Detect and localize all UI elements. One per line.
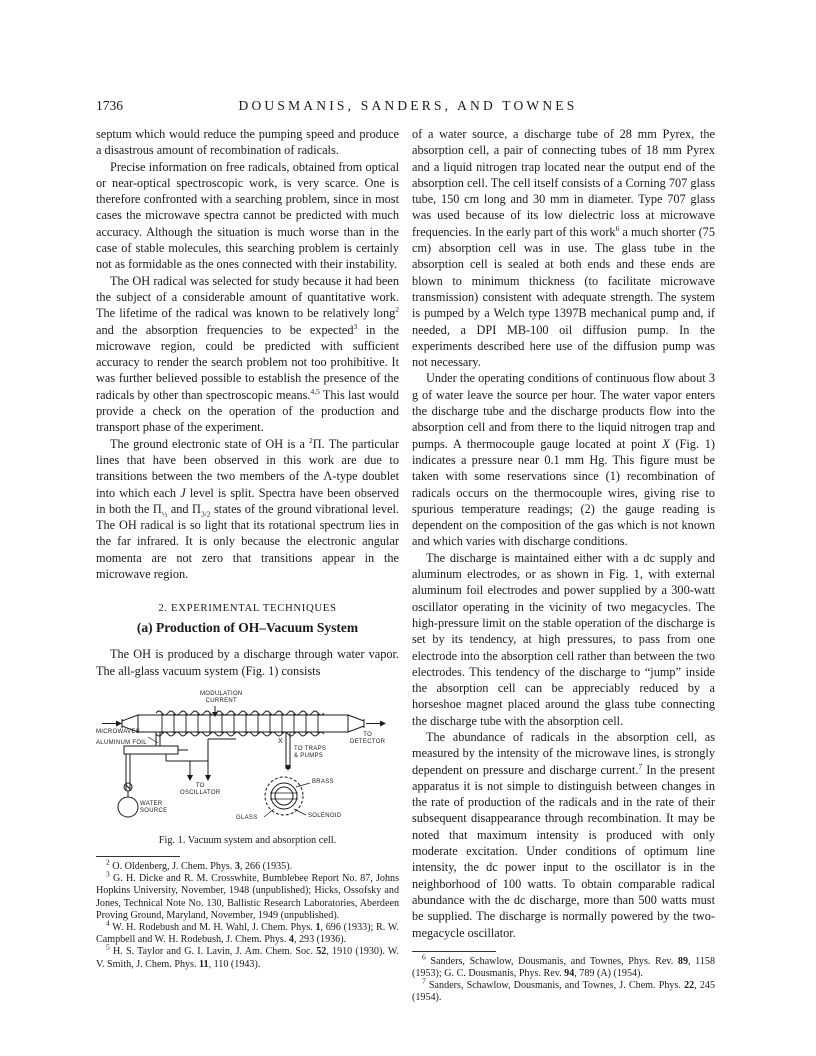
footnote: $^6$ Sanders, Schawlow, Dousmanis, and Townes, Phys. Rev. 89, 1158 (1953); G. C. Dousmanis, Phys. Rev. 94, 789 (A) (1954). <box>412 952 715 980</box>
footnotes-left <box>96 857 399 971</box>
label-modulation-current: MODULATION CURRENT <box>200 690 243 704</box>
paragraph: The discharge is maintained either with a dc supply and aluminum electrodes, or as shown in Fig. 1, with external aluminum foil electrodes and power supplied by a 300-watt oscillator operating in the vicinity of two megacycles. The high-pressure limit on the stable operation of the discharge is set by its tendency, at high pressures, to pass from one electrode into the absorption cell rather than between the two electrodes. This tendency of the discharge to “jump” inside the absorption cell can be appreciably reduced by a horseshoe magnet placed around the glass tube connecting the discharge tube with the absorption cell. <box>412 550 715 728</box>
footnote: $^4$ W. H. Rodebush and M. H. Wahl, J. Chem. Phys. 1, 696 (1933); R. W. Campbell and W. H. Rodebush, J. Chem. Phys. 4, 293 (1936). <box>96 918 399 946</box>
paragraph: The ground electronic state of OH is a $^2$Π. The particular lines that have been observed in this work are due to transitions between the two members of the Λ-type doublet into which each J level is split. Spectra have been observed in both the $\Pi_{\frac{1}{2}}$ and $\Pi_{3/2}$ states of the ground vibrational level. The OH radical is so light that its rotational spectrum lies in the far infrared. It is only because the electronic angular momenta are not zero that transitions appear in the microwave region. <box>96 435 399 582</box>
subsection-title: (a) Production of OH–Vacuum System <box>136 620 359 636</box>
running-head: DOUSMANIS, SANDERS, AND TOWNES <box>238 98 578 113</box>
label-solenoid: SOLENOID <box>308 812 342 819</box>
paragraph: The OH radical was selected for study because it had been the subject of a considerable amount of quantitative work. The lifetime of the radical was known to be relatively long$^2$ and the absorption frequencies to be expected$^3$ in the microwave region, could be predicted with sufficient accuracy to render the search problem not too prohibitive. It was further believed possible to establish the presence of the radicals by other than spectroscopic means.$^{4,5}$ This last would provide a check on the operation of the production and transport phase of the experiment. <box>96 273 399 435</box>
footnote-ref[interactable]: 7 <box>638 761 643 771</box>
label-to-detector: TO DETECTOR <box>350 731 386 745</box>
page-header <box>96 98 720 118</box>
figure-vacuum-system <box>96 691 399 826</box>
left-column <box>96 126 399 971</box>
paragraph: septum which would reduce the pumping speed and produce a disastrous amount of recombination of radicals. <box>96 127 399 158</box>
label-water-source: WATER SOURCE <box>140 800 168 814</box>
label-aluminum-foil: ALUMINUM FOIL <box>96 739 147 746</box>
footnote-ref[interactable]: 4,5 <box>310 386 320 396</box>
paragraph: The OH is produced by a discharge through water vapor. The all-glass vacuum system (Fig. 1) consists <box>96 647 399 678</box>
label-brass: BRASS <box>312 778 334 785</box>
label-glass: GLASS <box>236 814 258 821</box>
footnote-ref[interactable]: 2 <box>395 305 399 315</box>
paragraph: Under the operating conditions of continuous flow about 3 g of water leave the source per hour. The water vapor enters the discharge tube and the discharge products flow into the absorption cell and from there to the liquid nitrogen trap and pumps. A thermocouple gauge located at point X (Fig. 1) indicates a pressure near 0.1 mm Hg. This figure must be taken with some reservations since (1) recombination of radicals occurs on the thermocouple wires, giving rise to spurious temperature readings; (2) the gauge reading is dependent on the composition of the gas which is not known and which varies with discharge conditions. <box>412 371 715 549</box>
right-column <box>412 126 715 1005</box>
paragraph: The abundance of radicals in the absorption cell, as measured by the intensity of the microwave lines, is strongly dependent on pressure and discharge current.$^7$ In the present apparatus it is not simple to distinguish between changes in the rate of production of the radicals and in the rate of their subsequent disappearance through recombination. It may be noted that maximum intensity is produced with only moderate excitation. Under conditions of optimum line intensity, the dc power input to the oscillator is in the neighborhood of 100 watts. To obtain comparable radical abundance with the dc discharge, more than 500 watts must be supplied. The discharge is normally powered by the two-megacycle oscillator. <box>412 729 716 940</box>
footnote: $^3$ G. H. Dicke and R. M. Crosswhite, Bumblebee Report No. 87, Johns Hopkins University, November, 1948 (unpublished); Hicks, Ossofsky and Jones, Technical Note No. 130, Ballistic Research Laboratories, Aberdeen Proving Ground, Maryland, November, 1949 (unpublished). <box>96 869 399 921</box>
label-x-point: X <box>278 737 283 745</box>
label-to-traps-pumps: TO TRAPS & PUMPS <box>294 745 327 759</box>
label-microwaves: MICROWAVES <box>96 728 141 735</box>
footnote-ref[interactable]: 3 <box>353 321 358 331</box>
footnote: $^5$ H. S. Taylor and G. I. Lavin, J. Am. Chem. Soc. 52, 1910 (1930). W. V. Smith, J. Chem. Phys. 11, 110 (1943). <box>96 942 399 970</box>
footnote: $^7$ Sanders, Schawlow, Dousmanis, and Townes, J. Chem. Phys. 22, 245 (1954). <box>412 976 716 1004</box>
footnote: $^2$ O. Oldenberg, J. Chem. Phys. 3, 266 (1935). <box>106 857 293 872</box>
page-number: 1736 <box>96 98 123 113</box>
figure-caption: Fig. 1. Vacuum system and absorption cell. <box>158 834 337 846</box>
paragraph: Precise information on free radicals, obtained from optical or near-optical spectroscopic work, is very scarce. One is therefore confronted with a searching problem, since in most cases the microwave spectra cannot be predicted with much accuracy. Although the situation is much worse than in the case of stable molecules, this searching problem is certainly not as formidable as the ones connected with their instability. <box>96 159 399 272</box>
footnote-ref[interactable]: 6 <box>615 223 620 233</box>
section-title: 2. EXPERIMENTAL TECHNIQUES <box>158 602 337 615</box>
label-to-oscillator: TO OSCILLATOR <box>180 782 221 796</box>
footnotes-right <box>412 952 716 1005</box>
paragraph: of a water source, a discharge tube of 28 mm Pyrex, the absorption cell, a pair of connecting tubes of 18 mm Pyrex and a liquid nitrogen trap located near the output end of the absorption cell. The cell itself consists of a Corning 707 glass tube, 150 cm long and 30 mm in diameter. Type 707 glass was used because of its low dielectric loss at microwave frequencies. In the early part of this work$^6$ a much shorter (75 cm) absorption cell was in use. The glass tube in the absorption cell is sealed at both ends and these ends are blown to minimum thickness (to facilitate microwave transmission) consistent with adequate strength. The system is pumped by a Welch type 1397B mechanical pump and, if needed, a DPI MB-100 oil diffusion pump. In the experiments described here use of the diffusion pump was not necessary. <box>412 127 715 370</box>
